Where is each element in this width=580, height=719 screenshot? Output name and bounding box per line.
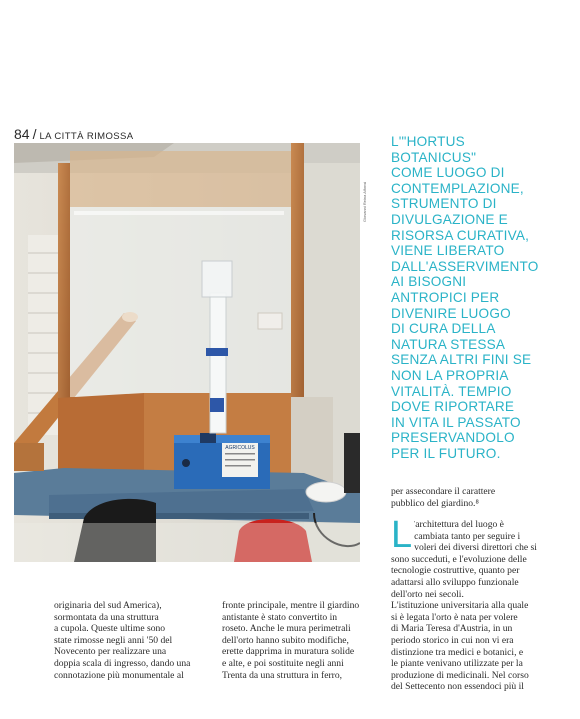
body-column-2: fronte principale, mentre il giardino antistante è stato convertito in roseto. Anche le mura perimetrali dell'orto hanno subito modifiche, erette dapprima in muratura solide e alte, e poi sostituite negli anni Trenta da una struttura in ferro, [222,600,360,681]
lab-photo [14,143,360,562]
pull-quote: L'"HORTUS BOTANICUS" COME LUOGO DI CONTEMPLAZIONE, STRUMENTO DI DIVULGAZIONE E RISORSA CURATIVA, VIENE LIBERATO DALL'ASSERVIMENTO AI BISOGNI ANTROPICI PER DIVENIRE LUOGO DI CURA DELLA NATURA STESSA SENZA ALTRI FINI SE NON LA PROPRIA VITALITÀ. TEMPIO DOVE RIPORTARE IN VITA IL PASSATO PRESERVANDOLO PER IL FUTURO. [391,134,539,461]
drop-cap-apostrophe: ' [414,521,416,527]
paragraph-line: periodo storico in cui non vi era [391,634,514,646]
body-column-3-paragraph [391,514,571,693]
paragraph-line: si è legata l'orto è nata per volere [391,611,518,623]
header-separator: / [32,126,37,142]
paragraph-line: dell'orto nei secoli. [391,588,464,600]
paragraph-line: adattarsi allo sviluppo funzionale [391,576,519,588]
paragraph-line: tecnologie costruttive, quanto per [391,565,520,577]
paragraph-line: del Settecento non essendoci più il [391,681,524,693]
paragraph-line: le piante venivano utilizzate per la [391,658,523,670]
paragraph-line: architettura del luogo è [415,519,504,530]
paragraph-line: produzione di medicinali. Nel corso [391,669,529,681]
paragraph-line: voleri dei diversi direttori che si [414,542,537,554]
body-column-1: originaria del sud America), sormontata da una struttura a cupola. Queste ultime sono state rimosse negli anni '50 del Novecento per realizzare una doppia scala di ingresso, dando una connotazione più monumentale al [54,600,191,681]
running-header [14,126,134,142]
paragraph-line: sono succeduti, e l'evoluzione delle [391,553,527,565]
photo-illustration [14,143,360,562]
photo-credit: Giovanni Reina Alfonsi [362,181,367,222]
page-number: 84 [14,126,30,142]
section-title: LA CITTÀ RIMOSSA [39,131,134,142]
paragraph-line: L'istituzione universitaria alla quale [391,600,529,612]
paragraph-line: cambiata tanto per seguire i [414,530,521,542]
drop-cap: L [391,514,413,556]
paragraph-line: di Maria Teresa d'Austria, in un [391,623,513,635]
body-column-3-top: per assecondare il carattere pubblico del giardino.⁸ [391,486,496,509]
paragraph-line: distinzione tra medici e botanici, e [391,646,524,658]
device-label: AGRICOLUS [225,445,255,451]
